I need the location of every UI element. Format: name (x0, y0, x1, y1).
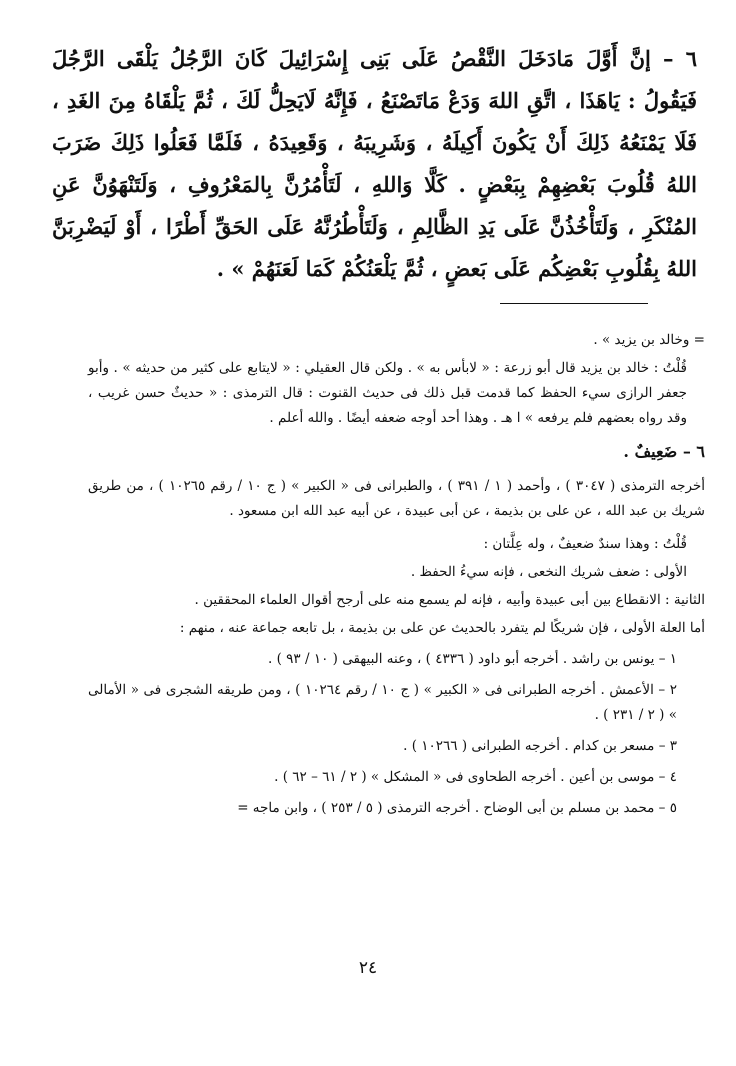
list-item: ٢ – الأعمش . أخرجه الطبرانى فى « الكبير » ( ج ١٠ / رقم ١٠٢٦٤ ) ، ومن طريقه الشجرى فى « الأمالى » ( ٢ / ٢٣١ ) . (88, 682, 677, 723)
list-item: ١ – يونس بن راشد . أخرجه أبو داود ( ٤٣٣٦ ) ، وعنه البيهقى ( ١٠ / ٩٣ ) . (268, 651, 677, 667)
list-item: ٤ – موسى بن أعين . أخرجه الطحاوى فى « المشكل » ( ٢ / ٦١ – ٦٢ ) . (274, 769, 677, 785)
grading-heading: ٦ – ضَعِيفٌ . (623, 442, 705, 461)
note-qultu-first: قُلْتُ : خالد بن يزيد قال أبو زرعة : « لابأس به » . ولكن قال العقيلي : « لايتابع على كثير من حديثه » . وأبو جعفر الرازى سيء الحفظ كما قدمت قبل ذلك فى حديث القنوت : قال الترمذى : « حديثٌ حسن غريب ، وقد رواه بعضهم فلم يرفعه » ا هـ . وهذا أحد أوجه ضعفه أيضًا . والله أعلم . (88, 360, 687, 426)
first-defect: الأولى : ضعف شريك النخعى ، فإنه سيءُ الحفظ . (410, 564, 687, 580)
note-continuation: = وخالد بن يزيد » . (593, 332, 705, 348)
second-defect: الثانية : الانقطاع بين أبى عبيدة وأبيه ، فإنه لم يسمع منه على أرجح أقوال العلماء المحققين . (194, 592, 705, 608)
note-qultu-second: قُلْتُ : وهذا سندٌ ضعيفٌ ، وله عِلَّتان : (483, 536, 687, 552)
list-item: ٥ – محمد بن مسلم بن أبى الوضاح . أخرجه الترمذى ( ٥ / ٢٥٣ ) ، وابن ماجه = (237, 800, 677, 816)
takhrij-paragraph: أخرجه الترمذى ( ٣٠٤٧ ) ، وأحمد ( ١ / ٣٩١ ) ، والطبرانى فى « الكبير » ( ج ١٠ / رقم ١٠٢٦٥ ) ، من طريق شريك بن عبد الله ، عن على بن بذيمة ، عن أبى عبيدة ، عن أبيه عبد الله ابن مسعود . (88, 478, 705, 519)
footnote-divider (500, 303, 648, 304)
page-number: ٢٤ (358, 958, 378, 978)
hadith-text-block (52, 38, 697, 290)
first-defect-reply: أما العلة الأولى ، فإن شريكًا لم يتفرد بالحديث عن على بن بذيمة ، بل تابعه جماعة عنه ، منهم : (179, 620, 705, 636)
footnotes-block (88, 328, 705, 827)
hadith-paragraph: ٦ – إنَّ أَوَّلَ مَادَخَلَ النَّقْصُ عَلَى بَنِى إِسْرَائِيلَ كَانَ الرَّجُلُ يَلْقَى الرَّجُلَ فَيَقُولُ : يَاهَذَا ، اتَّقِ اللهَ وَدَعْ مَاتَصْنَعُ ، فَإِنَّهُ لَايَحِلُّ لَكَ ، ثُمَّ يَلْقَاهُ مِنَ الغَدِ ، فَلَا يَمْنَعُهُ ذَلِكَ أَنْ يَكُونَ أَكِيلَهُ ، وَشَرِيبَهُ ، وَقَعِيدَهُ ، فَلَمَّا فَعَلُوا ذَلِكَ ضَرَبَ اللهُ قُلُوبَ بَعْضِهِمْ بِبَعْضٍ . كَلَّا وَاللهِ ، لَتَأْمُرُنَّ بِالمَعْرُوفِ ، وَلَتَنْهَوُنَّ عَنِ المُنْكَرِ ، وَلَتَأْخُذُنَّ عَلَى يَدِ الظَّالِمِ ، وَلَتَأْطُرُنَّهُ عَلَى الحَقِّ أَطْرًا ، أَوْ لَيَضْرِبَنَّ اللهُ بِقُلُوبِ بَعْضِكُم عَلَى بَعضٍ ، ثُمَّ يَلْعَنُكُمْ كَمَا لَعَنَهُمْ » . (52, 46, 697, 281)
list-item: ٣ – مسعر بن كدام . أخرجه الطبرانى ( ١٠٢٦٦ ) . (403, 738, 677, 754)
